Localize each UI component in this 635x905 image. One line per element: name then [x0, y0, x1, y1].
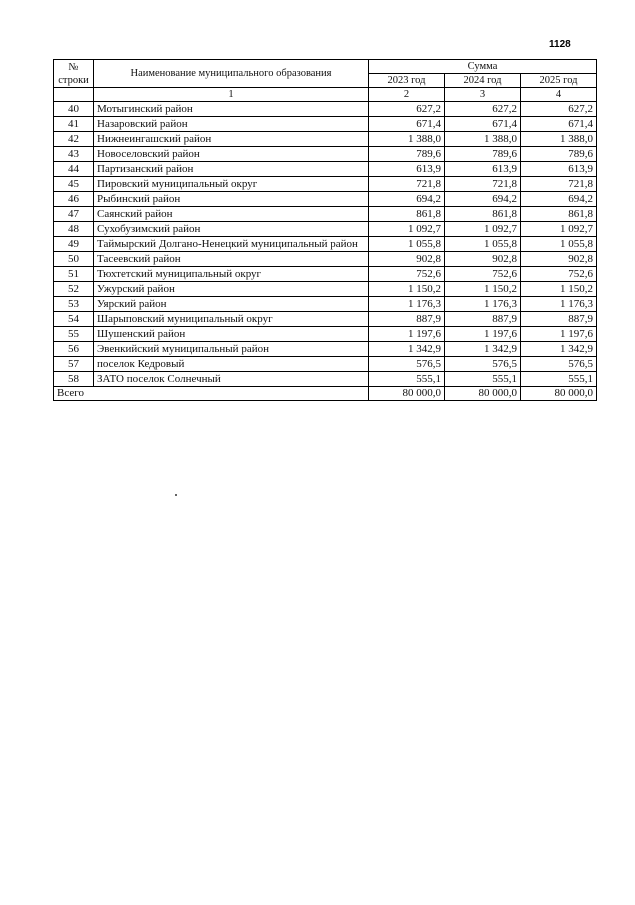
total-2025: 80 000,0 [521, 387, 597, 401]
value-2023: 627,2 [369, 102, 445, 117]
value-2025: 1 388,0 [521, 132, 597, 147]
row-number: 47 [54, 207, 94, 222]
municipality-name: Сухобузимский район [94, 222, 369, 237]
row-number: 58 [54, 372, 94, 387]
municipality-name: Эвенкийский муниципальный район [94, 342, 369, 357]
municipality-name: Саянский район [94, 207, 369, 222]
column-index-1: 1 [94, 88, 369, 102]
value-2023: 902,8 [369, 252, 445, 267]
row-number: 45 [54, 177, 94, 192]
value-2024: 902,8 [445, 252, 521, 267]
value-2024: 694,2 [445, 192, 521, 207]
municipality-name: Шарыповский муниципальный округ [94, 312, 369, 327]
row-number: 41 [54, 117, 94, 132]
value-2024: 861,8 [445, 207, 521, 222]
value-2025: 721,8 [521, 177, 597, 192]
municipality-name: Новоселовский район [94, 147, 369, 162]
header-municipality-name: Наименование муниципального образования [94, 60, 369, 88]
row-number: 46 [54, 192, 94, 207]
table-row [54, 132, 597, 147]
header-num-symbol: № [68, 61, 79, 73]
row-number: 50 [54, 252, 94, 267]
value-2023: 1 176,3 [369, 297, 445, 312]
header-year-2024: 2024 год [445, 74, 521, 88]
row-number: 56 [54, 342, 94, 357]
value-2025: 1 197,6 [521, 327, 597, 342]
table-row [54, 282, 597, 297]
value-2025: 902,8 [521, 252, 597, 267]
value-2025: 555,1 [521, 372, 597, 387]
value-2024: 1 388,0 [445, 132, 521, 147]
stray-dot-mark [175, 494, 177, 496]
value-2023: 671,4 [369, 117, 445, 132]
table-row [54, 267, 597, 282]
column-index-4: 4 [521, 88, 597, 102]
value-2023: 887,9 [369, 312, 445, 327]
row-number: 54 [54, 312, 94, 327]
row-number: 51 [54, 267, 94, 282]
table-row [54, 177, 597, 192]
column-index-2: 2 [369, 88, 445, 102]
value-2025: 1 055,8 [521, 237, 597, 252]
row-number: 40 [54, 102, 94, 117]
table-row [54, 357, 597, 372]
table-row [54, 102, 597, 117]
table-row [54, 237, 597, 252]
municipality-name: Шушенский район [94, 327, 369, 342]
table-row [54, 252, 597, 267]
row-number: 55 [54, 327, 94, 342]
table-row [54, 207, 597, 222]
municipality-name: Мотыгинский район [94, 102, 369, 117]
value-2023: 1 342,9 [369, 342, 445, 357]
value-2023: 1 197,6 [369, 327, 445, 342]
subsidy-table [53, 59, 597, 401]
column-index-blank [54, 88, 94, 102]
table-row [54, 222, 597, 237]
total-row [54, 387, 597, 401]
value-2025: 1 176,3 [521, 297, 597, 312]
value-2024: 1 150,2 [445, 282, 521, 297]
municipality-name: ЗАТО поселок Солнечный [94, 372, 369, 387]
value-2024: 671,4 [445, 117, 521, 132]
value-2025: 1 092,7 [521, 222, 597, 237]
value-2024: 555,1 [445, 372, 521, 387]
table-row [54, 342, 597, 357]
column-index-3: 3 [445, 88, 521, 102]
table-row [54, 147, 597, 162]
total-label: Всего [54, 387, 369, 401]
municipality-name: поселок Кедровый [94, 357, 369, 372]
value-2023: 861,8 [369, 207, 445, 222]
table-row [54, 297, 597, 312]
page-number: 1128 [549, 39, 571, 50]
value-2024: 887,9 [445, 312, 521, 327]
value-2024: 1 342,9 [445, 342, 521, 357]
row-number: 53 [54, 297, 94, 312]
value-2024: 1 176,3 [445, 297, 521, 312]
header-num-label: строки [58, 74, 89, 86]
value-2023: 1 150,2 [369, 282, 445, 297]
value-2023: 555,1 [369, 372, 445, 387]
municipality-name: Ужурский район [94, 282, 369, 297]
table-row [54, 372, 597, 387]
municipality-name: Назаровский район [94, 117, 369, 132]
value-2025: 887,9 [521, 312, 597, 327]
value-2025: 627,2 [521, 102, 597, 117]
value-2024: 576,5 [445, 357, 521, 372]
municipality-name: Таймырский Долгано-Ненецкий муниципальный район [94, 237, 369, 252]
table-row [54, 117, 597, 132]
municipality-name: Пировский муниципальный округ [94, 177, 369, 192]
value-2023: 789,6 [369, 147, 445, 162]
table-row [54, 327, 597, 342]
header-row-number [54, 60, 94, 88]
value-2024: 752,6 [445, 267, 521, 282]
value-2024: 1 197,6 [445, 327, 521, 342]
total-2024: 80 000,0 [445, 387, 521, 401]
value-2024: 1 055,8 [445, 237, 521, 252]
municipality-name: Рыбинский район [94, 192, 369, 207]
row-number: 57 [54, 357, 94, 372]
table-row [54, 312, 597, 327]
value-2025: 1 342,9 [521, 342, 597, 357]
value-2023: 613,9 [369, 162, 445, 177]
header-year-2025: 2025 год [521, 74, 597, 88]
municipality-name: Тасеевский район [94, 252, 369, 267]
row-number: 42 [54, 132, 94, 147]
header-year-2023: 2023 год [369, 74, 445, 88]
value-2025: 613,9 [521, 162, 597, 177]
value-2024: 613,9 [445, 162, 521, 177]
value-2025: 861,8 [521, 207, 597, 222]
row-number: 44 [54, 162, 94, 177]
value-2023: 576,5 [369, 357, 445, 372]
value-2024: 627,2 [445, 102, 521, 117]
value-2025: 576,5 [521, 357, 597, 372]
municipality-name: Нижнеингашский район [94, 132, 369, 147]
municipality-name: Тюхтетский муниципальный округ [94, 267, 369, 282]
row-number: 48 [54, 222, 94, 237]
value-2023: 1 388,0 [369, 132, 445, 147]
value-2024: 1 092,7 [445, 222, 521, 237]
table-row [54, 162, 597, 177]
column-index-row [54, 88, 597, 102]
value-2025: 671,4 [521, 117, 597, 132]
value-2025: 752,6 [521, 267, 597, 282]
value-2023: 721,8 [369, 177, 445, 192]
row-number: 43 [54, 147, 94, 162]
value-2023: 694,2 [369, 192, 445, 207]
value-2023: 1 055,8 [369, 237, 445, 252]
total-2023: 80 000,0 [369, 387, 445, 401]
value-2025: 694,2 [521, 192, 597, 207]
municipality-name: Уярский район [94, 297, 369, 312]
value-2024: 789,6 [445, 147, 521, 162]
value-2024: 721,8 [445, 177, 521, 192]
row-number: 49 [54, 237, 94, 252]
value-2023: 1 092,7 [369, 222, 445, 237]
municipality-name: Партизанский район [94, 162, 369, 177]
row-number: 52 [54, 282, 94, 297]
table-body [54, 102, 597, 401]
value-2023: 752,6 [369, 267, 445, 282]
value-2025: 1 150,2 [521, 282, 597, 297]
value-2025: 789,6 [521, 147, 597, 162]
table-row [54, 192, 597, 207]
header-sum: Сумма [369, 60, 597, 74]
